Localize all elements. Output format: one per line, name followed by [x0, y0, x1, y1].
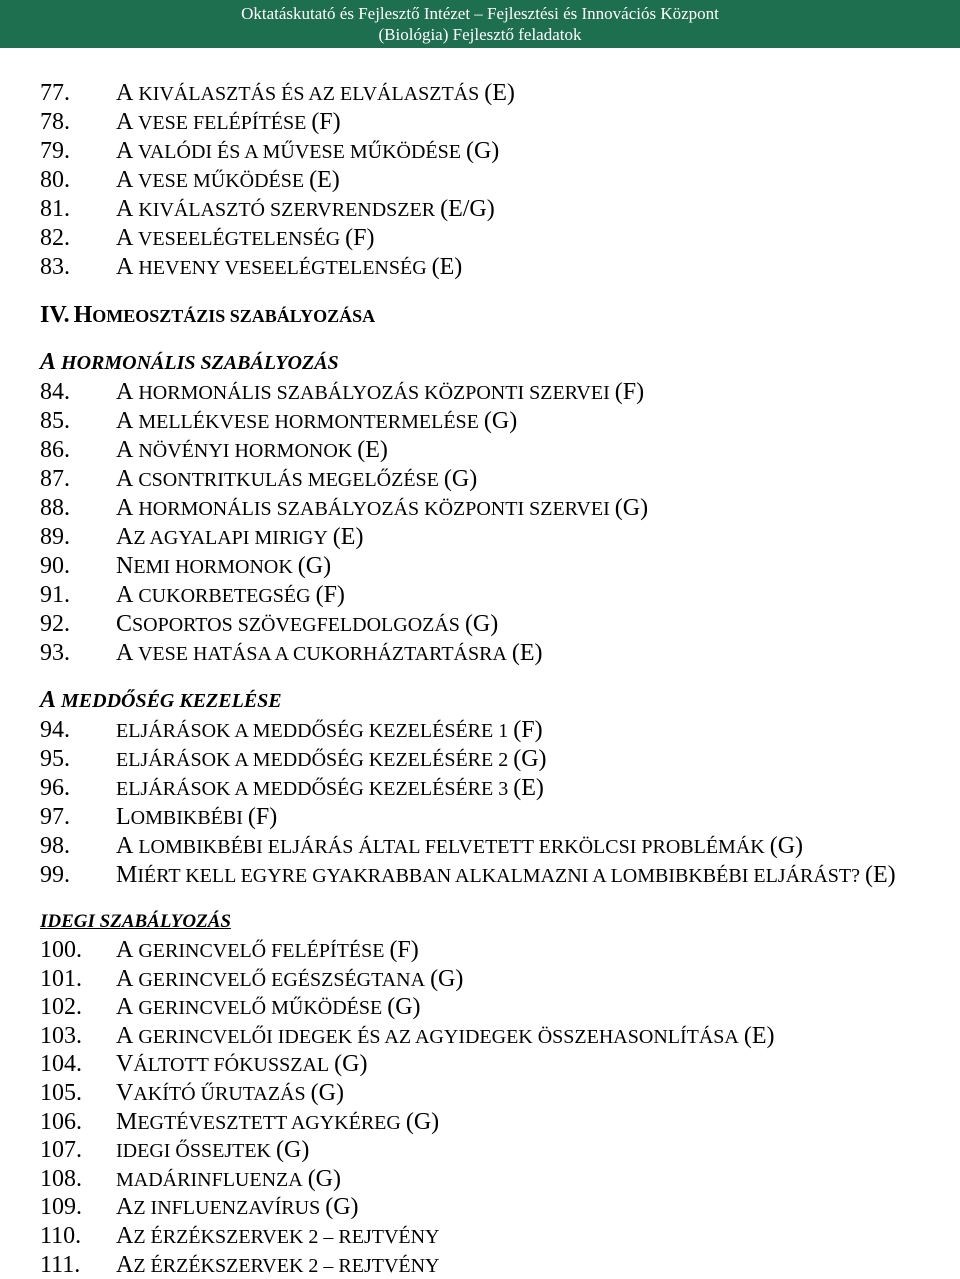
item-level-tag: (G): [769, 833, 804, 859]
item-level-tag: (G): [276, 1137, 310, 1164]
list-item: [40, 109, 940, 135]
item-level-tag: (E): [743, 1022, 775, 1049]
item-title: MIÉRT KELL EGYRE GYAKRABBAN ALKALMAZNI A LOMBIBKBÉBI ELJÁRÁST?: [116, 862, 861, 888]
item-title: LOMBIKBÉBI: [116, 804, 243, 830]
item-body: [116, 833, 804, 859]
item-body: [116, 167, 340, 193]
item-number: 93.: [40, 640, 70, 666]
item-body: [116, 1165, 342, 1192]
item-title: IDEGI ŐSSEJTEK: [116, 1140, 272, 1163]
item-body: [116, 379, 645, 405]
item-body: [116, 965, 464, 992]
item-body: [116, 775, 544, 801]
item-level-tag: (G): [464, 611, 499, 637]
item-level-tag: (E): [865, 862, 896, 888]
item-title: CSOPORTOS SZÖVEGFELDOLGOZÁS: [116, 611, 460, 637]
item-title: A GERINCVELŐI IDEGEK ÉS AZ AGYIDEGEK ÖSSZEHASONLÍTÁSA: [116, 1022, 739, 1049]
item-title: AZ AGYALAPI MIRIGY: [116, 524, 328, 550]
item-level-tag: (G): [430, 965, 464, 992]
item-number: 96.: [40, 775, 70, 801]
section-title: A HORMONÁLIS SZABÁLYOZÁS: [40, 349, 339, 375]
item-body: [116, 553, 332, 579]
list-item: [40, 965, 940, 992]
item-number: 106.: [40, 1108, 82, 1135]
item-title: A VESE MŰKÖDÉSE: [116, 167, 305, 193]
item-level-tag: (G): [405, 1108, 440, 1135]
item-number: 101.: [40, 965, 82, 992]
item-number: 77.: [40, 80, 70, 106]
item-level-tag: (E/G): [440, 196, 495, 222]
list-item: [40, 1108, 940, 1135]
list-item: [40, 408, 940, 434]
item-body: [116, 582, 345, 608]
section-heading-nervous: [40, 912, 231, 932]
item-body: [116, 937, 419, 963]
item-body: [116, 109, 341, 135]
item-number: 81.: [40, 196, 70, 222]
chapter-heading: [40, 302, 376, 328]
item-title: AZ ÉRZÉKSZERVEK 2 – REJTVÉNY: [116, 1251, 440, 1278]
item-title: A MELLÉKVESE HORMONTERMELÉSE: [116, 408, 479, 434]
item-number: 89.: [40, 524, 70, 550]
item-title: A VALÓDI ÉS A MŰVESE MŰKÖDÉSE: [116, 138, 461, 164]
item-level-tag: (G): [307, 1165, 342, 1192]
chapter-title: HOMEOSZTÁZIS SZABÁLYOZÁSA: [73, 302, 376, 328]
item-body: [116, 495, 649, 521]
task-list-nervous: [40, 937, 940, 1278]
list-item: [40, 437, 940, 463]
item-body: [116, 1222, 440, 1249]
item-number: 109.: [40, 1194, 82, 1221]
list-item: [40, 553, 940, 579]
item-body: [116, 437, 388, 463]
item-title: ELJÁRÁSOK A MEDDŐSÉG KEZELÉSÉRE 3: [116, 778, 509, 800]
item-title: A KIVÁLASZTÓ SZERVRENDSZER: [116, 196, 436, 222]
section-title: A MEDDŐSÉG KEZELÉSE: [40, 687, 282, 713]
item-title: AZ INFLUENZAVÍRUS: [116, 1194, 321, 1221]
item-level-tag: (G): [465, 138, 500, 164]
item-number: 100.: [40, 937, 82, 963]
item-title: VÁLTOTT FÓKUSSZAL: [116, 1051, 330, 1078]
item-number: 104.: [40, 1051, 82, 1078]
item-body: [116, 640, 543, 666]
list-item: [40, 167, 940, 193]
section-title: IDEGI SZABÁLYOZÁS: [40, 911, 231, 932]
header-institute: Oktatáskutató és Fejlesztő Intézet – Fejlesztési és Innovációs Központ: [241, 4, 719, 23]
item-title: A HORMONÁLIS SZABÁLYOZÁS KÖZPONTI SZERVEI: [116, 495, 610, 521]
item-title: A VESEELÉGTELENSÉG: [116, 225, 341, 251]
item-body: [116, 1108, 440, 1135]
list-item: [40, 138, 940, 164]
item-level-tag: (E): [511, 640, 543, 666]
item-level-tag: (G): [483, 408, 518, 434]
item-title: MEGTÉVESZTETT AGYKÉREG: [116, 1108, 401, 1135]
item-body: [116, 746, 547, 772]
item-title: ELJÁRÁSOK A MEDDŐSÉG KEZELÉSÉRE 1: [116, 720, 509, 742]
item-body: [116, 466, 478, 492]
list-item: [40, 994, 940, 1021]
section-heading-hormonal: [40, 349, 339, 375]
item-number: 98.: [40, 833, 70, 859]
list-item: [40, 254, 940, 280]
list-item: [40, 1051, 940, 1078]
item-number: 97.: [40, 804, 70, 830]
item-body: [116, 1251, 440, 1278]
item-number: 99.: [40, 862, 70, 888]
item-body: [116, 862, 896, 888]
item-number: 108.: [40, 1165, 82, 1192]
item-number: 105.: [40, 1079, 82, 1106]
item-body: [116, 1194, 359, 1221]
item-level-tag: (G): [325, 1194, 359, 1221]
item-level-tag: (F): [345, 225, 375, 251]
list-item: [40, 466, 940, 492]
item-level-tag: (E): [357, 437, 388, 463]
item-level-tag: (F): [247, 804, 278, 830]
item-number: 87.: [40, 466, 70, 492]
item-level-tag: (E): [431, 254, 463, 280]
item-title: VAKÍTÓ ŰRUTAZÁS: [116, 1079, 306, 1106]
task-list-excretion: [40, 80, 940, 280]
item-title: A HEVENY VESEELÉGTELENSÉG: [116, 254, 427, 280]
list-item: [40, 80, 940, 106]
item-body: [116, 1022, 775, 1049]
item-number: 88.: [40, 495, 70, 521]
item-number: 110.: [40, 1222, 82, 1249]
item-title: A VESE HATÁSA A CUKORHÁZTARTÁSRA: [116, 640, 507, 666]
item-body: [116, 138, 500, 164]
item-body: [116, 1079, 344, 1106]
item-body: [116, 994, 421, 1021]
item-title: A GERINCVELŐ MŰKÖDÉSE: [116, 994, 383, 1021]
task-list-hormonal: [40, 379, 940, 666]
item-body: [116, 1051, 368, 1078]
item-body: [116, 225, 375, 251]
item-level-tag: (E): [513, 775, 544, 801]
list-item: [40, 775, 940, 801]
item-level-tag: (F): [513, 717, 543, 743]
list-item: [40, 1194, 940, 1221]
list-item: [40, 379, 940, 405]
list-item: [40, 746, 940, 772]
list-item: [40, 495, 940, 521]
section-heading-infertility: [40, 687, 282, 713]
item-number: 111.: [40, 1251, 81, 1278]
item-level-tag: (E): [484, 80, 515, 106]
item-level-tag: (G): [513, 746, 547, 772]
item-title: AZ ÉRZÉKSZERVEK 2 – REJTVÉNY: [116, 1222, 440, 1249]
item-body: [116, 408, 518, 434]
item-title: A VESE FELÉPÍTÉSE: [116, 109, 307, 135]
item-level-tag: (G): [310, 1079, 344, 1106]
item-body: [116, 804, 278, 830]
item-number: 91.: [40, 582, 70, 608]
item-title: A CSONTRITKULÁS MEGELŐZÉSE: [116, 466, 439, 492]
list-item: [40, 1079, 940, 1106]
item-level-tag: (F): [614, 379, 645, 405]
item-title: A KIVÁLASZTÁS ÉS AZ ELVÁLASZTÁS: [116, 80, 480, 106]
item-number: 78.: [40, 109, 70, 135]
list-item: [40, 1222, 940, 1249]
list-item: [40, 937, 940, 963]
task-list-infertility: [40, 717, 940, 888]
item-title: A GERINCVELŐ FELÉPÍTÉSE: [116, 937, 385, 963]
list-item: [40, 804, 940, 830]
item-title: A LOMBIKBÉBI ELJÁRÁS ÁLTAL FELVETETT ERKÖLCSI PROBLÉMÁK: [116, 833, 765, 859]
list-item: [40, 1165, 940, 1192]
item-number: 84.: [40, 379, 70, 405]
item-title: A GERINCVELŐ EGÉSZSÉGTANA: [116, 965, 426, 992]
item-body: [116, 524, 364, 550]
item-title: ELJÁRÁSOK A MEDDŐSÉG KEZELÉSÉRE 2: [116, 749, 509, 771]
chapter-number: IV.: [40, 302, 70, 328]
item-body: [116, 196, 495, 222]
list-item: [40, 862, 940, 888]
item-number: 80.: [40, 167, 70, 193]
item-level-tag: (G): [297, 553, 332, 579]
list-item: [40, 1022, 940, 1049]
item-title: NEMI HORMONOK: [116, 553, 293, 579]
item-body: [116, 717, 543, 743]
list-item: [40, 1251, 940, 1278]
item-level-tag: (F): [311, 109, 341, 135]
item-number: 95.: [40, 746, 70, 772]
list-item: [40, 196, 940, 222]
item-number: 107.: [40, 1137, 82, 1164]
item-level-tag: (G): [387, 994, 421, 1021]
page-header: [0, 0, 960, 48]
item-number: 85.: [40, 408, 70, 434]
list-item: [40, 582, 940, 608]
item-level-tag: (E): [332, 524, 364, 550]
item-level-tag: (E): [309, 167, 340, 193]
list-item: [40, 833, 940, 859]
list-item: [40, 611, 940, 637]
item-body: [116, 611, 499, 637]
item-title: A NÖVÉNYI HORMONOK: [116, 437, 353, 463]
item-number: 103.: [40, 1022, 82, 1049]
item-level-tag: (G): [334, 1051, 368, 1078]
item-level-tag: (F): [315, 582, 345, 608]
list-item: [40, 1137, 940, 1164]
item-number: 102.: [40, 994, 82, 1021]
item-number: 83.: [40, 254, 70, 280]
item-level-tag: (F): [389, 937, 419, 963]
item-number: 90.: [40, 553, 70, 579]
item-body: [116, 1137, 310, 1164]
item-body: [116, 254, 463, 280]
list-item: [40, 225, 940, 251]
list-item: [40, 524, 940, 550]
item-number: 92.: [40, 611, 70, 637]
header-subtitle: (Biológia) Fejlesztő feladatok: [378, 25, 582, 44]
list-item: [40, 717, 940, 743]
item-body: [116, 80, 515, 106]
item-level-tag: (G): [614, 495, 649, 521]
item-level-tag: (G): [443, 466, 478, 492]
item-number: 86.: [40, 437, 70, 463]
item-number: 94.: [40, 717, 70, 743]
item-title: MADÁRINFLUENZA: [116, 1168, 303, 1191]
item-number: 79.: [40, 138, 70, 164]
list-item: [40, 640, 940, 666]
item-title: A CUKORBETEGSÉG: [116, 582, 311, 608]
item-number: 82.: [40, 225, 70, 251]
item-title: A HORMONÁLIS SZABÁLYOZÁS KÖZPONTI SZERVEI: [116, 379, 610, 405]
